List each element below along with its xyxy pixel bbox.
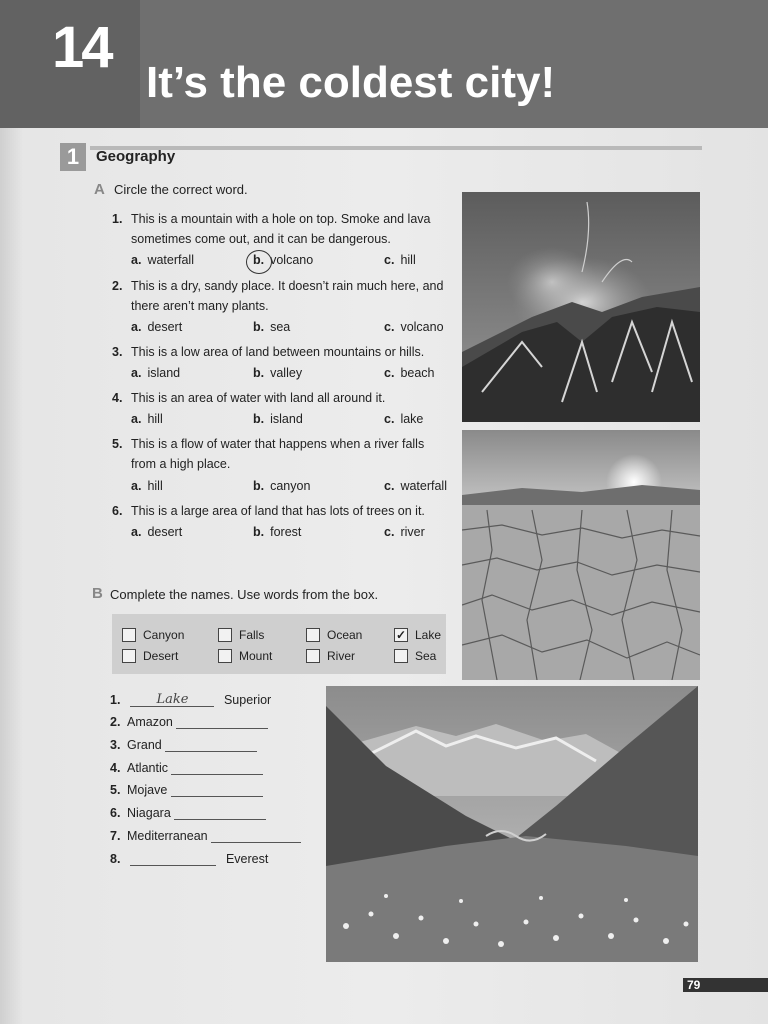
question-3 [112, 342, 457, 362]
answer-blank[interactable] [165, 737, 257, 752]
answer-blank[interactable] [211, 828, 301, 843]
word-box [112, 614, 446, 674]
fill-item-3: 3. Grand [110, 737, 257, 752]
answer-blank[interactable] [171, 760, 263, 775]
question-number: 6. [112, 504, 123, 518]
option-a[interactable]: a. waterfall [131, 253, 194, 267]
word-falls[interactable]: Falls [218, 628, 264, 642]
unit-number: 14 [52, 15, 111, 80]
option-b[interactable]: b. valley [253, 366, 303, 380]
word-desert[interactable]: Desert [122, 649, 178, 663]
answer-blank[interactable]: Lake [130, 692, 214, 707]
options-2 [131, 320, 461, 338]
question-text-cont: there aren’t many plants. [131, 299, 269, 313]
question-5 [112, 434, 457, 474]
option-a[interactable]: a. hill [131, 412, 163, 426]
checkbox-icon[interactable] [122, 649, 136, 663]
checkmark-icon[interactable]: ✓ [395, 628, 407, 642]
unit-title: It’s the coldest city! [146, 58, 556, 107]
fill-item-7: 7. Mediterranean [110, 828, 301, 843]
option-a[interactable]: a. desert [131, 525, 183, 539]
fill-item-8: 8. Everest [110, 852, 269, 866]
question-text-cont: from a high place. [131, 457, 231, 471]
question-text: This is a low area of land between mountains or hills. [131, 345, 425, 359]
options-4 [131, 412, 461, 430]
answer-blank[interactable] [174, 805, 266, 820]
desert-photo [462, 430, 700, 680]
page-number-tab [683, 978, 768, 992]
option-b[interactable]: b. island [253, 412, 303, 426]
option-a[interactable]: a. hill [131, 479, 163, 493]
volcano-photo [462, 192, 700, 422]
option-c[interactable]: c. beach [384, 366, 435, 380]
page-number: 79 [687, 978, 701, 992]
question-4 [112, 388, 457, 408]
checkbox-icon[interactable] [218, 628, 232, 642]
question-number: 4. [112, 391, 123, 405]
options-5 [131, 479, 461, 497]
question-text: This is a mountain with a hole on top. Smoke and lava [131, 212, 431, 226]
question-6 [112, 501, 457, 521]
part-a-letter: A [94, 181, 105, 198]
option-c[interactable]: c. hill [384, 253, 416, 267]
option-c[interactable]: c. river [384, 525, 425, 539]
word-lake[interactable]: ✓ Lake [395, 628, 442, 642]
word-canyon[interactable]: Canyon [122, 628, 184, 642]
option-c[interactable]: c. volcano [384, 320, 444, 334]
section-number: 1 [60, 143, 86, 171]
question-text: This is a dry, sandy place. It doesn’t rain much here, and [131, 279, 444, 293]
option-c[interactable]: c. lake [384, 412, 424, 426]
question-text-cont: sometimes come out, and it can be dangerous. [131, 232, 391, 246]
checkbox-icon[interactable] [218, 649, 232, 663]
fill-item-5: 5. Mojave [110, 782, 263, 797]
part-a-instruction: Circle the correct word. [114, 182, 248, 197]
question-number: 3. [112, 345, 123, 359]
option-b[interactable]: b. sea [253, 320, 291, 334]
options-6 [131, 525, 461, 543]
answer-circle [246, 250, 272, 274]
section-title: Geography [96, 148, 176, 165]
question-text: This is an area of water with land all around it. [131, 391, 386, 405]
question-number: 1. [112, 212, 123, 226]
question-1 [112, 209, 457, 249]
options-3 [131, 366, 461, 384]
option-b[interactable]: b. canyon [253, 479, 311, 493]
word-sea[interactable]: Sea [394, 649, 436, 663]
option-b-selected[interactable]: b. volcano [253, 253, 314, 267]
word-ocean[interactable]: Ocean [306, 628, 362, 642]
question-number: 2. [112, 279, 123, 293]
question-number: 5. [112, 437, 123, 451]
answer-blank[interactable] [176, 714, 268, 729]
fill-item-6: 6. Niagara [110, 805, 266, 820]
valley-photo [326, 686, 698, 962]
answer-blank[interactable] [171, 782, 263, 797]
word-river[interactable]: River [306, 649, 355, 663]
fill-item-4: 4. Atlantic [110, 760, 263, 775]
part-b-letter: B [92, 585, 103, 602]
options-1 [131, 253, 461, 271]
checkbox-icon[interactable] [394, 649, 408, 663]
word-mount[interactable]: Mount [218, 649, 272, 663]
section-rule [90, 146, 702, 150]
checkbox-icon[interactable] [122, 628, 136, 642]
question-text: This is a flow of water that happens when a river falls [131, 437, 425, 451]
part-b-instruction: Complete the names. Use words from the box. [110, 587, 379, 602]
answer-blank[interactable] [130, 851, 216, 866]
option-b[interactable]: b. forest [253, 525, 302, 539]
option-c[interactable]: c. waterfall [384, 479, 447, 493]
checkbox-icon[interactable] [306, 628, 320, 642]
fill-item-2: 2. Amazon [110, 714, 268, 729]
question-2 [112, 276, 457, 316]
option-a[interactable]: a. desert [131, 320, 183, 334]
checkbox-icon[interactable] [306, 649, 320, 663]
option-a[interactable]: a. island [131, 366, 181, 380]
fill-item-1: 1. Lake Superior [110, 692, 272, 707]
unit-banner [0, 0, 768, 128]
question-text: This is a large area of land that has lots of trees on it. [131, 504, 425, 518]
